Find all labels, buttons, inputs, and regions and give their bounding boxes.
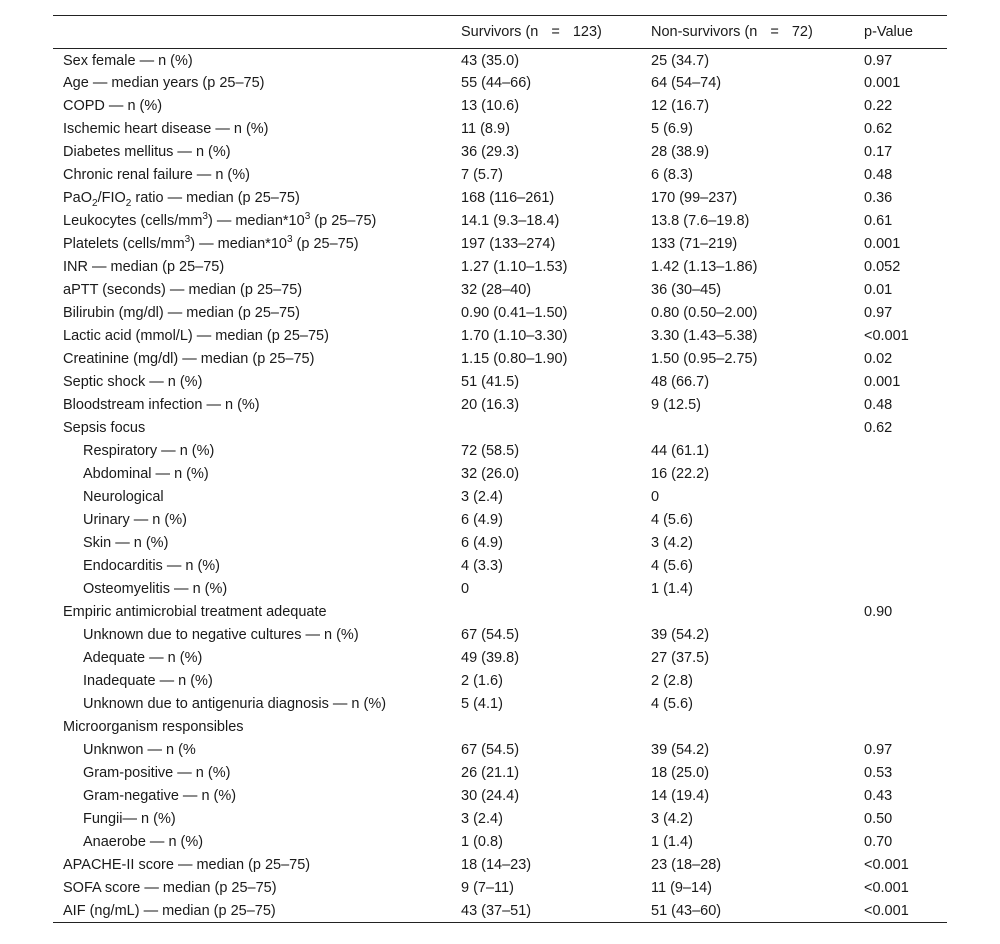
row-label: Osteomyelitis — n (%)	[83, 581, 228, 597]
p-value: 0.001	[864, 75, 901, 91]
table-row	[53, 693, 947, 716]
p-value: 0.97	[864, 305, 893, 321]
table-row	[53, 141, 947, 164]
survivors-value: 11 (8.9)	[461, 121, 510, 137]
table-row	[53, 164, 947, 187]
survivors-value: 36 (29.3)	[461, 144, 520, 160]
nonsurvivors-value: 13.8 (7.6–19.8)	[651, 213, 750, 229]
row-label-part: (p 25–75)	[310, 213, 377, 229]
row-label: COPD — n (%)	[63, 98, 163, 114]
row-label-part: (p 25–75)	[292, 236, 359, 252]
survivors-value: 20 (16.3)	[461, 397, 520, 413]
survivors-value: 197 (133–274)	[461, 236, 556, 252]
nonsurvivors-value: 3.30 (1.43–5.38)	[651, 328, 758, 344]
table-row	[53, 210, 947, 233]
p-value: 0.62	[864, 121, 893, 137]
survivors-value: 49 (39.8)	[461, 650, 520, 666]
p-value: 0.001	[864, 374, 901, 390]
row-label-part: PaO	[63, 190, 93, 206]
row-label-part: Leukocytes (cells/mm	[63, 213, 203, 229]
p-value	[854, 624, 947, 647]
survivors-value: 13 (10.6)	[461, 98, 520, 114]
row-label: INR — median (p 25–75)	[63, 259, 225, 275]
nonsurvivors-value: 11 (9–14)	[651, 880, 712, 896]
p-value: 0.97	[864, 742, 893, 758]
nonsurvivors-value: 64 (54–74)	[651, 75, 722, 91]
p-value: 0.02	[864, 351, 893, 367]
nonsurvivors-value: 12 (16.7)	[651, 98, 710, 114]
survivors-value: 7 (5.7)	[461, 167, 503, 183]
row-label: Urinary — n (%)	[83, 512, 187, 528]
nonsurvivors-value	[641, 716, 854, 739]
table-row	[53, 118, 947, 141]
row-label-part: /FIO	[97, 190, 126, 206]
nonsurvivors-value: 18 (25.0)	[651, 765, 710, 781]
table-header	[53, 16, 947, 49]
p-value: 0.22	[864, 98, 893, 114]
row-label: Ischemic heart disease — n (%)	[63, 121, 269, 137]
nonsurvivors-value: 1 (1.4)	[651, 581, 693, 597]
nonsurvivors-value: 2 (2.8)	[651, 673, 693, 689]
nonsurvivors-value: 0.80 (0.50–2.00)	[651, 305, 758, 321]
table-row	[53, 486, 947, 509]
row-label: Neurological	[83, 489, 164, 505]
survivors-value: 2 (1.6)	[461, 673, 503, 689]
table-container	[53, 15, 947, 923]
table-row	[53, 49, 947, 72]
row-label: Sepsis focus	[63, 420, 146, 436]
header-survivors: Survivors (n = 123)	[461, 24, 602, 40]
row-label: Bilirubin (mg/dl) — median (p 25–75)	[63, 305, 300, 321]
row-label-part: ) — median*10	[190, 236, 287, 252]
row-label	[53, 233, 451, 256]
survivors-value	[451, 417, 641, 440]
table-row	[53, 187, 947, 210]
p-value: 0.001	[864, 236, 901, 252]
table-row	[53, 72, 947, 95]
row-label: APACHE-II score — median (p 25–75)	[63, 857, 311, 873]
row-label: Anaerobe — n (%)	[83, 834, 204, 850]
p-value: 0.48	[864, 397, 893, 413]
table-row	[53, 785, 947, 808]
survivors-value: 55 (44–66)	[461, 75, 532, 91]
nonsurvivors-value: 23 (18–28)	[651, 857, 722, 873]
row-label	[53, 187, 451, 210]
p-value: 0.36	[864, 190, 893, 206]
p-value	[854, 693, 947, 716]
table-row	[53, 578, 947, 601]
nonsurvivors-value: 39 (54.2)	[651, 627, 710, 643]
p-value	[854, 670, 947, 693]
table-row	[53, 256, 947, 279]
survivors-value: 3 (2.4)	[461, 811, 503, 827]
p-value: 0.17	[864, 144, 893, 160]
table-row	[53, 233, 947, 256]
p-value: 0.90	[864, 604, 893, 620]
row-label: Sex female — n (%)	[63, 53, 193, 70]
row-label: Chronic renal failure — n (%)	[63, 167, 250, 183]
table-row	[53, 647, 947, 670]
table-row	[53, 670, 947, 693]
row-label: Unknown due to negative cultures — n (%)	[83, 627, 359, 643]
survivors-value	[451, 601, 641, 624]
row-label-part: ratio — median (p 25–75)	[131, 190, 300, 206]
nonsurvivors-value: 44 (61.1)	[651, 443, 710, 459]
nonsurvivors-value: 133 (71–219)	[651, 236, 738, 252]
p-value: <0.001	[864, 328, 909, 344]
nonsurvivors-value: 4 (5.6)	[651, 696, 693, 712]
nonsurvivors-value: 16 (22.2)	[651, 466, 710, 482]
nonsurvivors-value: 1.50 (0.95–2.75)	[651, 351, 758, 367]
table-row	[53, 532, 947, 555]
survivors-value	[451, 716, 641, 739]
p-value	[854, 555, 947, 578]
row-label: Diabetes mellitus — n (%)	[63, 144, 231, 160]
table-row	[53, 808, 947, 831]
p-value	[854, 463, 947, 486]
table-row	[53, 371, 947, 394]
row-label: AIF (ng/mL) — median (p 25–75)	[63, 902, 276, 919]
nonsurvivors-value: 170 (99–237)	[651, 190, 738, 206]
survivors-value: 9 (7–11)	[461, 880, 514, 896]
row-label: Unknwon — n (%	[83, 742, 196, 758]
p-value	[854, 578, 947, 601]
header-row	[53, 16, 947, 49]
row-label: Gram-negative — n (%)	[83, 788, 237, 804]
row-label-part: 3	[202, 211, 208, 223]
nonsurvivors-value: 36 (30–45)	[651, 282, 722, 298]
table-row	[53, 739, 947, 762]
table-row	[53, 601, 947, 624]
survivors-value: 1.70 (1.10–3.30)	[461, 328, 568, 344]
row-label-part: 3	[304, 211, 311, 223]
row-label: Fungii— n (%)	[83, 811, 176, 827]
p-value	[854, 509, 947, 532]
survivors-value: 0	[461, 581, 470, 597]
row-label: aPTT (seconds) — median (p 25–75)	[63, 282, 303, 298]
row-label	[53, 210, 451, 233]
row-label: Age — median years (p 25–75)	[63, 75, 265, 91]
p-value	[854, 486, 947, 509]
survivors-value: 3 (2.4)	[461, 489, 503, 505]
survivors-value: 5 (4.1)	[461, 696, 503, 712]
nonsurvivors-value: 25 (34.7)	[651, 53, 710, 70]
nonsurvivors-value: 39 (54.2)	[651, 742, 710, 758]
table-row	[53, 394, 947, 417]
p-value: 0.62	[864, 420, 893, 436]
header-variable	[53, 16, 451, 49]
table-row	[53, 440, 947, 463]
table-row	[53, 854, 947, 877]
p-value: <0.001	[864, 880, 909, 896]
table-row	[53, 762, 947, 785]
table-row	[53, 555, 947, 578]
p-value	[854, 532, 947, 555]
table-row	[53, 325, 947, 348]
table-row	[53, 900, 947, 923]
nonsurvivors-value: 51 (43–60)	[651, 902, 722, 919]
row-label-part: 2	[92, 197, 98, 209]
survivors-value: 67 (54.5)	[461, 742, 520, 758]
p-value: 0.61	[864, 213, 893, 229]
table-body	[53, 49, 947, 923]
row-label: Bloodstream infection — n (%)	[63, 397, 260, 413]
p-value: 0.70	[864, 834, 893, 850]
row-label: Septic shock — n (%)	[63, 374, 203, 390]
row-label-part: 3	[286, 234, 293, 246]
survivors-value: 43 (35.0)	[461, 53, 520, 70]
p-value: <0.001	[864, 857, 909, 873]
nonsurvivors-value: 14 (19.4)	[651, 788, 710, 804]
nonsurvivors-value: 3 (4.2)	[651, 811, 693, 827]
nonsurvivors-value: 48 (66.7)	[651, 374, 710, 390]
p-value: 0.43	[864, 788, 893, 804]
row-label: Endocarditis — n (%)	[83, 558, 220, 574]
header-pvalue: p-Value	[864, 24, 913, 40]
survival-comparison-table	[53, 15, 947, 923]
p-value: <0.001	[864, 902, 909, 919]
row-label: Inadequate — n (%)	[83, 673, 213, 689]
row-label: Creatinine (mg/dl) — median (p 25–75)	[63, 351, 315, 367]
survivors-value: 30 (24.4)	[461, 788, 520, 804]
nonsurvivors-value: 0	[651, 489, 660, 505]
row-label: Adequate — n (%)	[83, 650, 203, 666]
row-label: Skin — n (%)	[83, 535, 169, 551]
nonsurvivors-value: 28 (38.9)	[651, 144, 710, 160]
p-value: 0.48	[864, 167, 893, 183]
header-nonsurvivors: Non-survivors (n = 72)	[651, 24, 813, 40]
survivors-value: 1.15 (0.80–1.90)	[461, 351, 568, 367]
row-label: SOFA score — median (p 25–75)	[63, 880, 277, 896]
row-label: Abdominal — n (%)	[83, 466, 209, 482]
nonsurvivors-value: 27 (37.5)	[651, 650, 710, 666]
nonsurvivors-value	[641, 417, 854, 440]
survivors-value: 26 (21.1)	[461, 765, 520, 781]
nonsurvivors-value: 3 (4.2)	[651, 535, 693, 551]
survivors-value: 32 (26.0)	[461, 466, 520, 482]
row-label: Respiratory — n (%)	[83, 443, 215, 459]
p-value: 0.50	[864, 811, 893, 827]
table-row	[53, 279, 947, 302]
table-row	[53, 348, 947, 371]
table-row	[53, 624, 947, 647]
survivors-value: 43 (37–51)	[461, 902, 532, 919]
survivors-value: 14.1 (9.3–18.4)	[461, 213, 560, 229]
nonsurvivors-value: 4 (5.6)	[651, 512, 693, 528]
p-value	[854, 440, 947, 463]
survivors-value: 51 (41.5)	[461, 374, 520, 390]
nonsurvivors-value: 1.42 (1.13–1.86)	[651, 259, 758, 275]
nonsurvivors-value: 4 (5.6)	[651, 558, 693, 574]
nonsurvivors-value: 1 (1.4)	[651, 834, 693, 850]
survivors-value: 4 (3.3)	[461, 558, 503, 574]
nonsurvivors-value: 5 (6.9)	[651, 121, 693, 137]
p-value	[854, 647, 947, 670]
table-row	[53, 417, 947, 440]
row-label: Unknown due to antigenuria diagnosis — n (%)	[83, 696, 387, 712]
table-row	[53, 509, 947, 532]
p-value: 0.97	[864, 53, 893, 70]
table-row	[53, 716, 947, 739]
row-label-part: 2	[125, 197, 132, 209]
table-row	[53, 302, 947, 325]
nonsurvivors-value	[641, 601, 854, 624]
survivors-value: 32 (28–40)	[461, 282, 532, 298]
table-row	[53, 831, 947, 854]
survivors-value: 0.90 (0.41–1.50)	[461, 305, 568, 321]
table-row	[53, 877, 947, 900]
nonsurvivors-value: 6 (8.3)	[651, 167, 693, 183]
survivors-value: 6 (4.9)	[461, 512, 503, 528]
p-value	[854, 716, 947, 739]
survivors-value: 1 (0.8)	[461, 834, 503, 850]
row-label: Gram-positive — n (%)	[83, 765, 231, 781]
nonsurvivors-value: 9 (12.5)	[651, 397, 701, 413]
survivors-value: 72 (58.5)	[461, 443, 520, 459]
row-label: Lactic acid (mmol/L) — median (p 25–75)	[63, 328, 329, 344]
p-value: 0.53	[864, 765, 893, 781]
survivors-value: 6 (4.9)	[461, 535, 503, 551]
survivors-value: 168 (116–261)	[461, 190, 555, 206]
p-value: 0.01	[864, 282, 893, 298]
row-label-part: Platelets (cells/mm	[63, 236, 185, 252]
row-label: Microorganism responsibles	[63, 719, 244, 735]
row-label-part: 3	[184, 234, 191, 246]
table-row	[53, 95, 947, 118]
survivors-value: 1.27 (1.10–1.53)	[461, 259, 568, 275]
row-label-part: ) — median*10	[207, 213, 305, 229]
survivors-value: 67 (54.5)	[461, 627, 520, 643]
survivors-value: 18 (14–23)	[461, 857, 532, 873]
row-label: Empiric antimicrobial treatment adequate	[63, 604, 327, 620]
p-value: 0.052	[864, 259, 901, 275]
table-row	[53, 463, 947, 486]
